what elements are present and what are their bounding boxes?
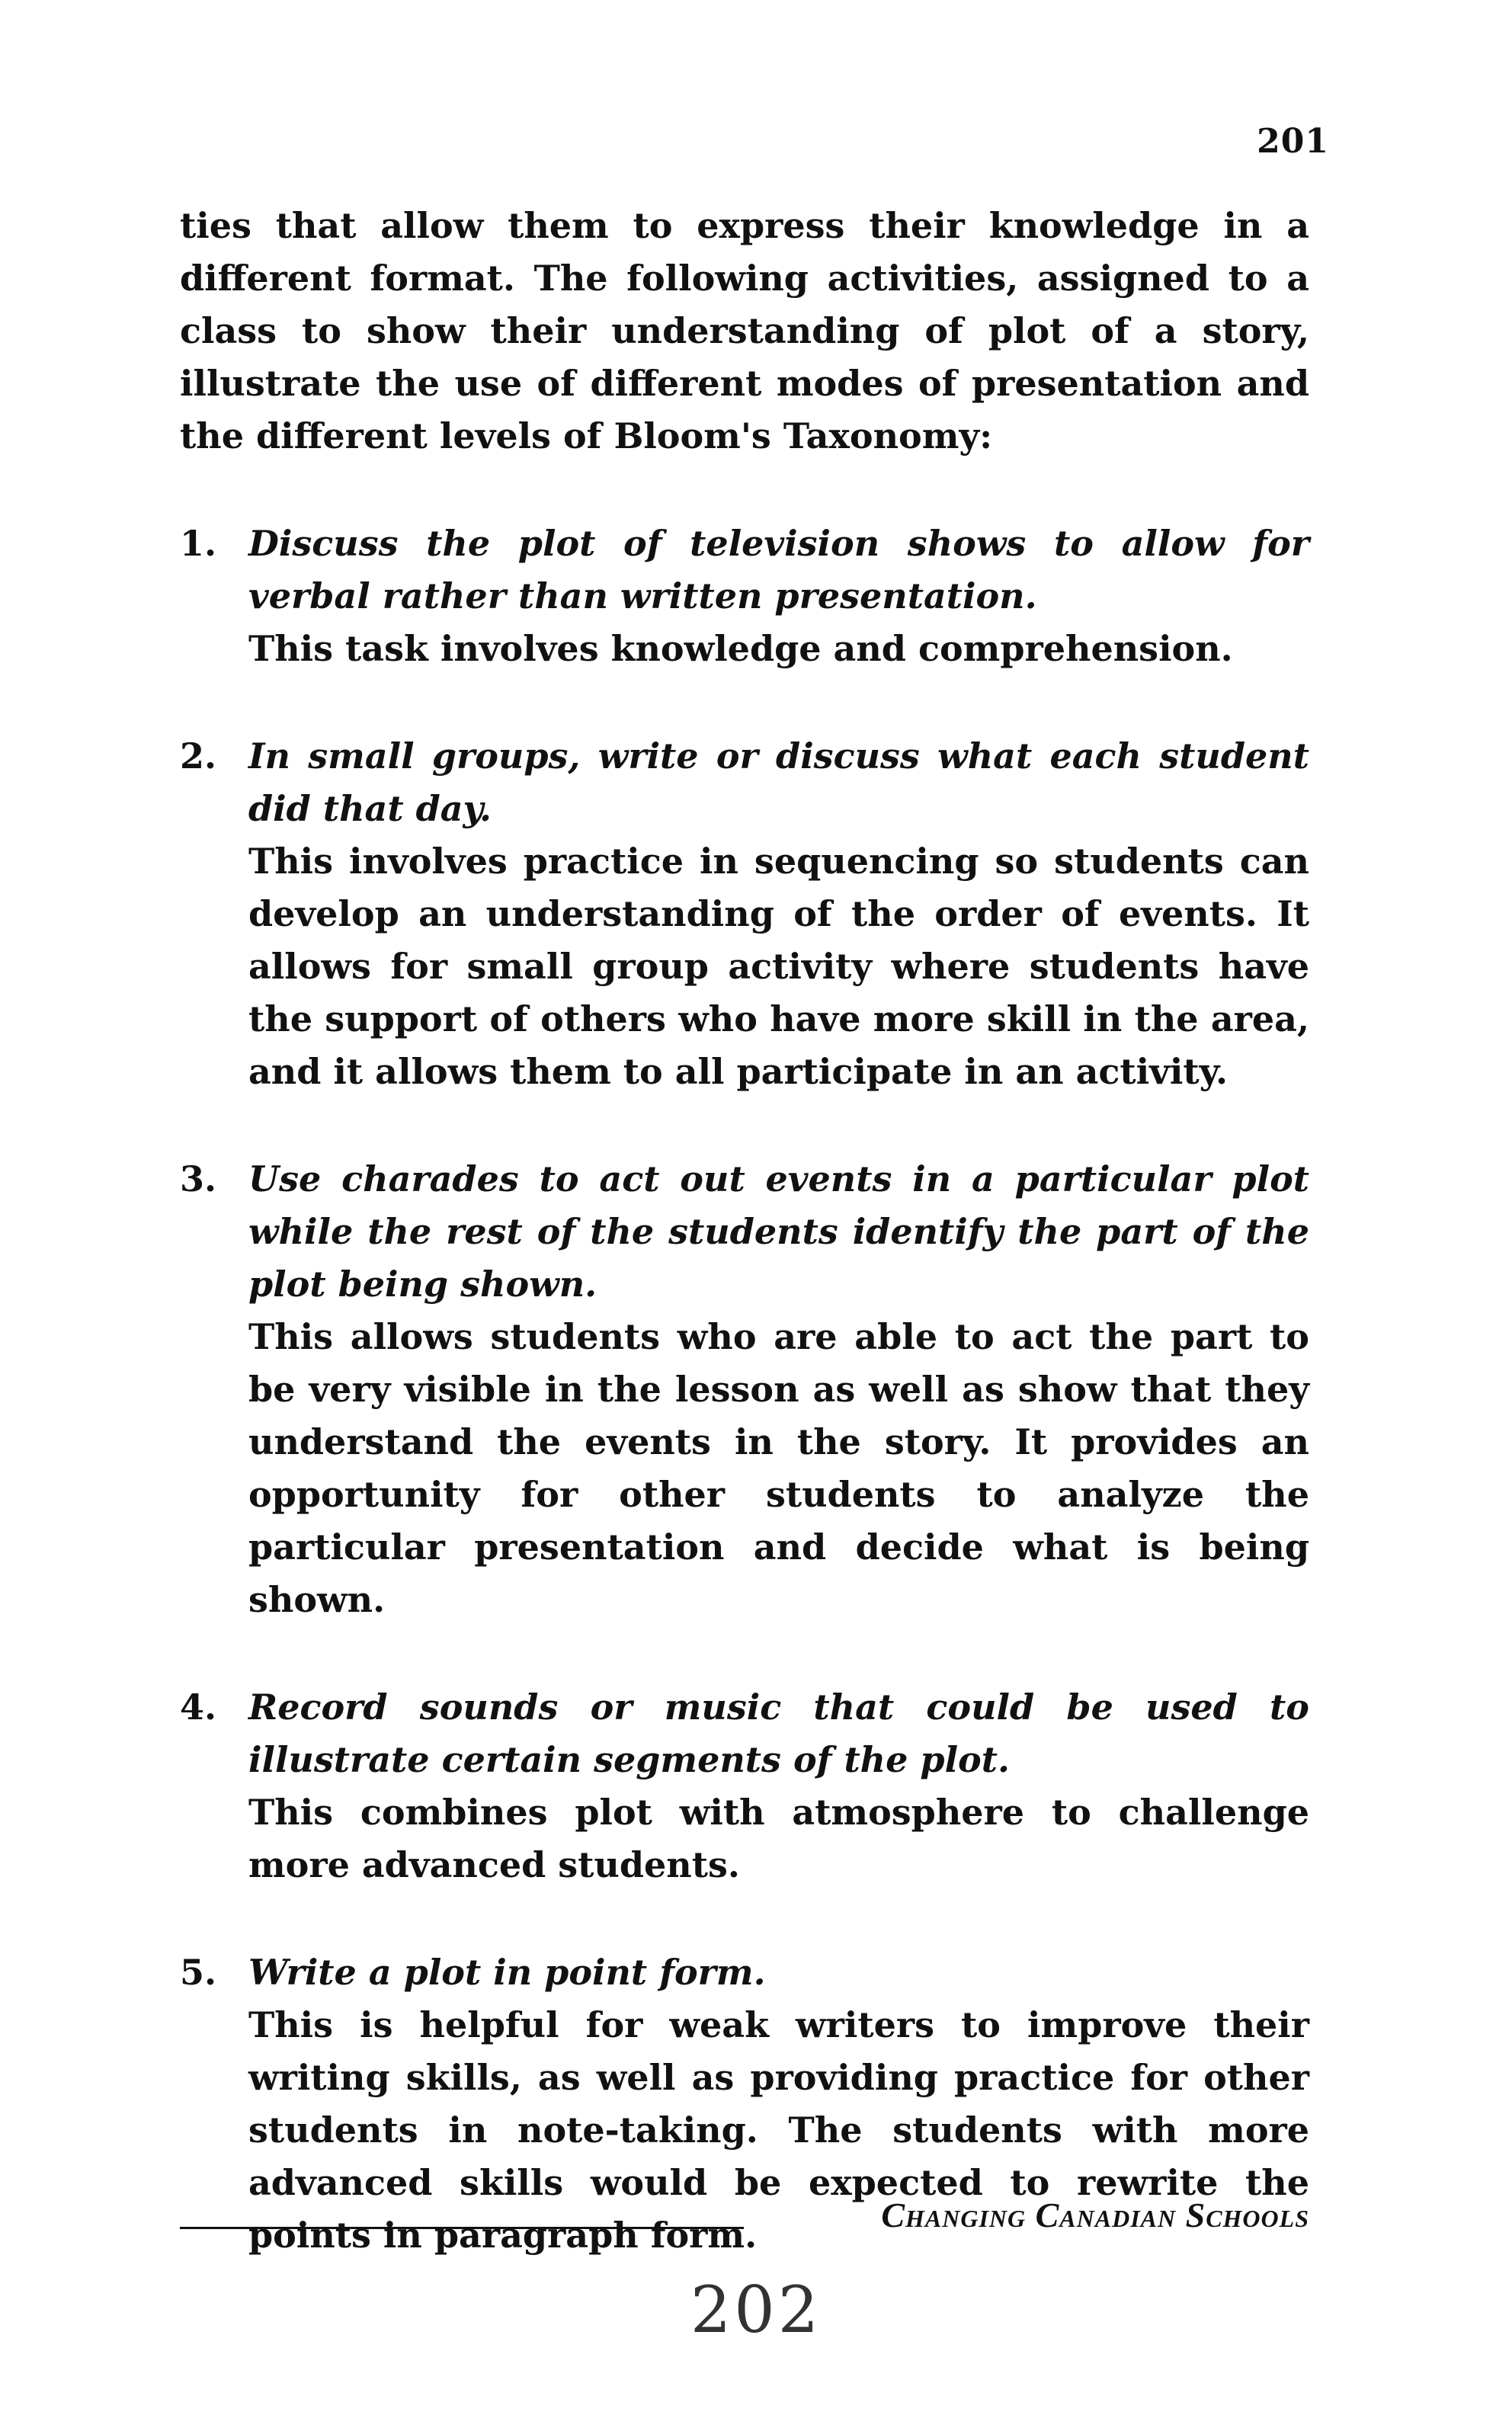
activity-title: Write a plot in point form. — [248, 1952, 766, 1993]
activity-title: Use charades to act out events in a particular plot while the rest of the students identify the part of the plot being shown. — [248, 1158, 1309, 1305]
activity-description: This allows students who are able to act the part to be very visible in the lesson as well as show that they understand the events in the story. It provides an opportunity for other students to analyze the particular presentation and decide what is being shown. — [248, 1316, 1309, 1620]
activity-number: 5. — [180, 1952, 217, 1993]
intro-paragraph: ties that allow them to express their knowledge in a different format. The following activities, assigned to a class to show their understanding of plot of a story, illustrate the use of different modes of presentation and the different levels of Bloom's Taxonomy: — [180, 205, 1309, 456]
page-body — [180, 200, 1309, 2262]
activity-title: In small groups, write or discuss what each student did that day. — [248, 735, 1309, 829]
activity-description: This involves practice in sequencing so students can develop an understanding of the order of events. It allows for small group activity where students have the support of others who have more skill in the area, and it allows them to all participate in an activity. — [248, 841, 1309, 1092]
activity-title: Record sounds or music that could be used to illustrate certain segments of the plot. — [248, 1686, 1309, 1780]
footer-rule — [180, 2227, 744, 2229]
activity-item — [180, 517, 1309, 675]
activity-number: 3. — [180, 1158, 217, 1200]
activity-description: This is helpful for weak writers to improve their writing skills, as well as providing practice for other students in note-taking. The students with more advanced skills would be expected to rewrite the points in paragraph form. — [248, 2004, 1309, 2256]
page-footer — [180, 2195, 1309, 2241]
stamped-page-number: 202 — [690, 2273, 822, 2347]
activity-number: 4. — [180, 1686, 217, 1728]
activity-item — [180, 1153, 1309, 1626]
activity-description: This combines plot with atmosphere to challenge more advanced students. — [248, 1792, 1309, 1885]
activity-number: 1. — [180, 523, 217, 564]
book-title: Changing Canadian Schools — [881, 2196, 1309, 2234]
activity-title: Discuss the plot of television shows to allow for verbal rather than written presentation. — [248, 523, 1309, 617]
activity-item — [180, 1681, 1309, 1891]
activity-list — [180, 517, 1309, 2262]
activity-item — [180, 730, 1309, 1098]
activity-number: 2. — [180, 735, 217, 777]
activity-description: This task involves knowledge and comprehension. — [248, 628, 1233, 669]
page-number: 201 — [1257, 122, 1329, 161]
